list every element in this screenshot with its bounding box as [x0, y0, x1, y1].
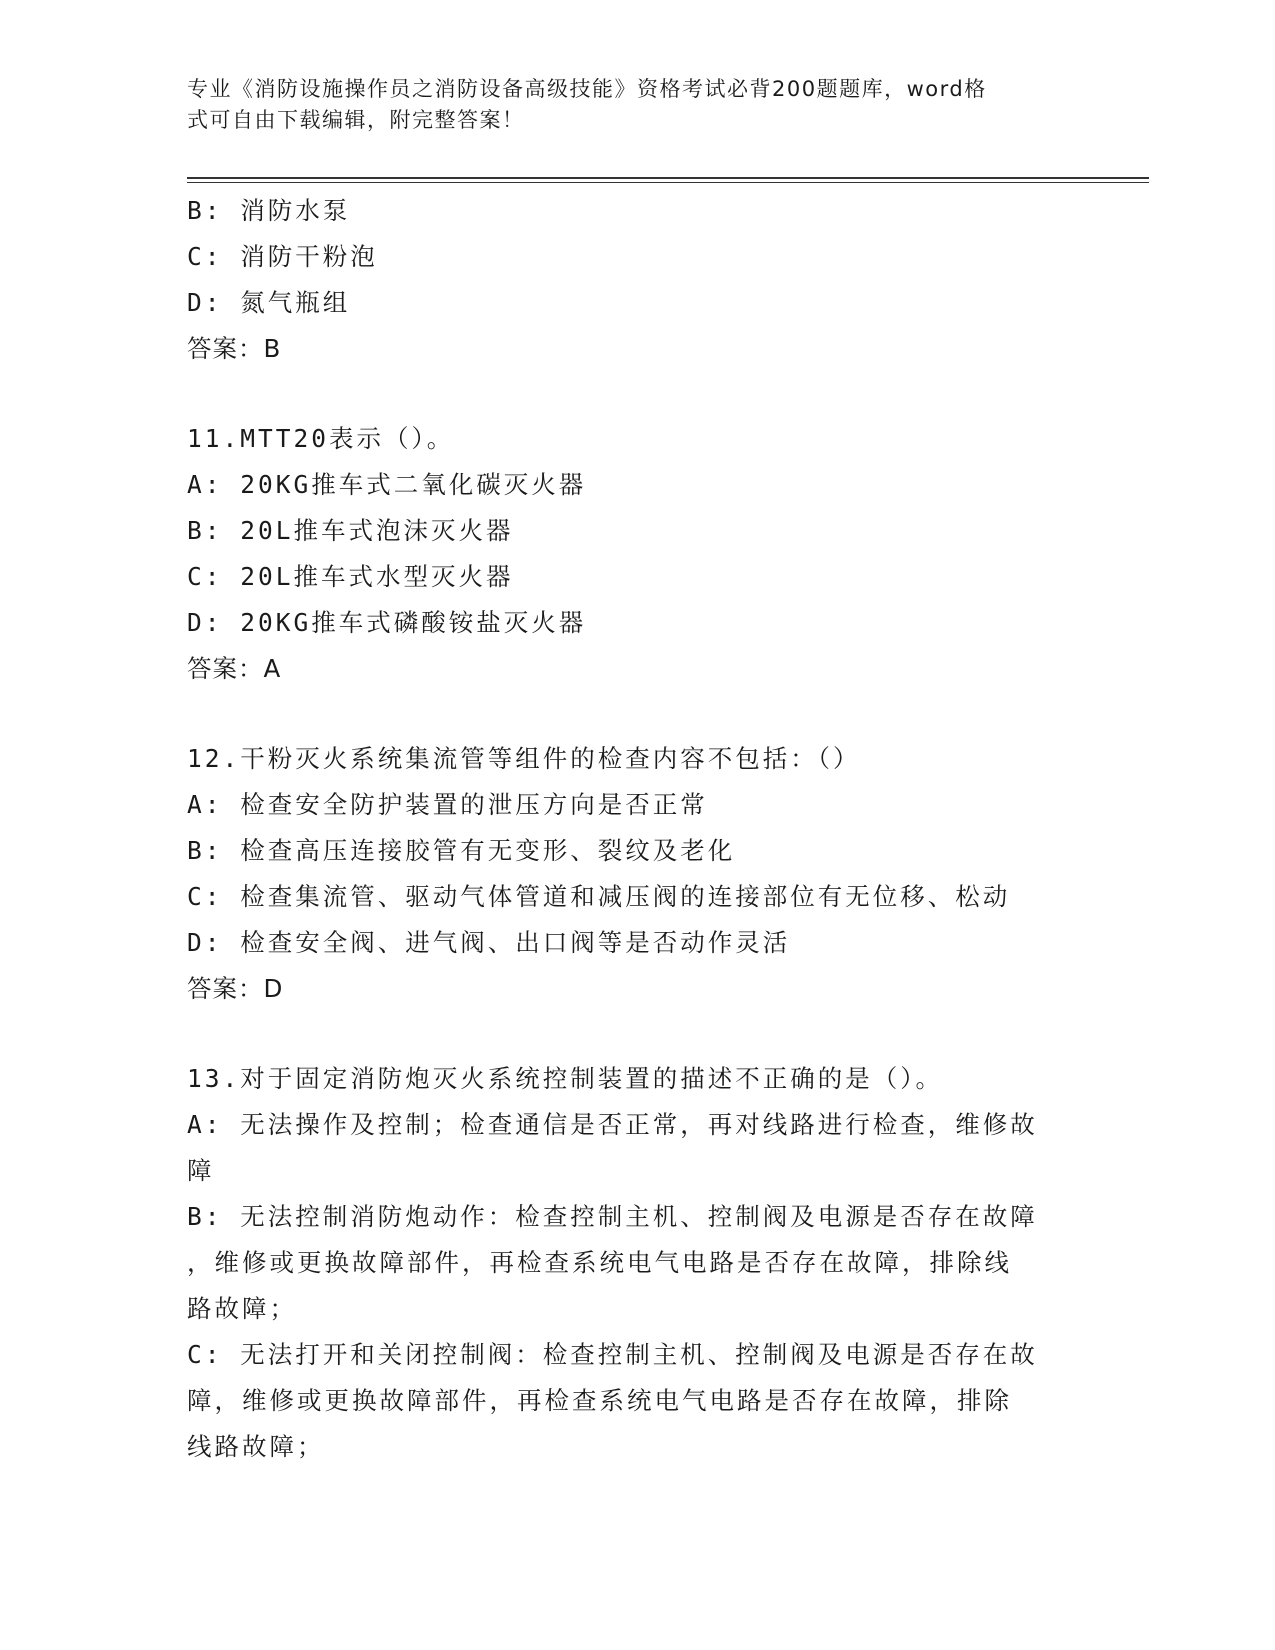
document-header	[187, 74, 1067, 136]
q13-option-c-line-2: 障，维修或更换故障部件，再检查系统电气电路是否存在故障，排除	[187, 1386, 1012, 1415]
q13-option-b-line-2: ，维修或更换故障部件，再检查系统电气电路是否存在故障，排除线	[187, 1248, 1012, 1277]
q12-answer: 答案：D	[187, 974, 284, 1003]
q12-question: 12.干粉灭火系统集流管等组件的检查内容不包括：（）	[187, 744, 861, 773]
spacer	[187, 1012, 1087, 1056]
q13-option-b-line-1: B: 无法控制消防炮动作：检查控制主机、控制阀及电源是否存在故障	[187, 1202, 1038, 1231]
q11-option-d: D: 20KG推车式磷酸铵盐灭火器	[187, 608, 587, 637]
q12-option-d: D: 检查安全阀、进气阀、出口阀等是否动作灵活	[187, 928, 791, 957]
q10-option-d: D: 氮气瓶组	[187, 288, 351, 317]
spacer	[187, 372, 1087, 416]
q10-option-b: B: 消防水泵	[187, 196, 351, 225]
q13-option-a-line-1: A: 无法操作及控制；检查通信是否正常，再对线路进行检查，维修故	[187, 1110, 1038, 1139]
q11-answer: 答案：A	[187, 654, 282, 683]
spacer	[187, 692, 1087, 736]
header-title-line-2: 式可自由下载编辑，附完整答案！	[187, 108, 525, 132]
header-divider-thin	[187, 182, 1149, 183]
question-list	[187, 188, 1087, 1470]
q11-option-b: B: 20L推车式泡沫灭火器	[187, 516, 514, 545]
q12-option-c: C: 检查集流管、驱动气体管道和减压阀的连接部位有无位移、松动	[187, 882, 1011, 911]
q11-option-c: C: 20L推车式水型灭火器	[187, 562, 514, 591]
q11-question: 11.MTT20表示（）。	[187, 424, 455, 453]
q10-answer: 答案：B	[187, 334, 282, 363]
q13-question: 13.对于固定消防炮灭火系统控制装置的描述不正确的是（）。	[187, 1064, 943, 1093]
q11-option-a: A: 20KG推车式二氧化碳灭火器	[187, 470, 587, 499]
header-title-line-1: 专业《消防设施操作员之消防设备高级技能》资格考试必背200题题库，word格	[187, 77, 987, 101]
q13-option-c-line-3: 线路故障；	[187, 1432, 325, 1461]
q13-option-c-line-1: C: 无法打开和关闭控制阀：检查控制主机、控制阀及电源是否存在故	[187, 1340, 1038, 1369]
q10-option-c: C: 消防干粉泡	[187, 242, 378, 271]
q13-option-a-line-2: 障	[187, 1156, 215, 1185]
q13-option-b-line-3: 路故障；	[187, 1294, 297, 1323]
header-divider-thick	[187, 177, 1149, 179]
q12-option-a: A: 检查安全防护装置的泄压方向是否正常	[187, 790, 708, 819]
q12-option-b: B: 检查高压连接胶管有无变形、裂纹及老化	[187, 836, 736, 865]
